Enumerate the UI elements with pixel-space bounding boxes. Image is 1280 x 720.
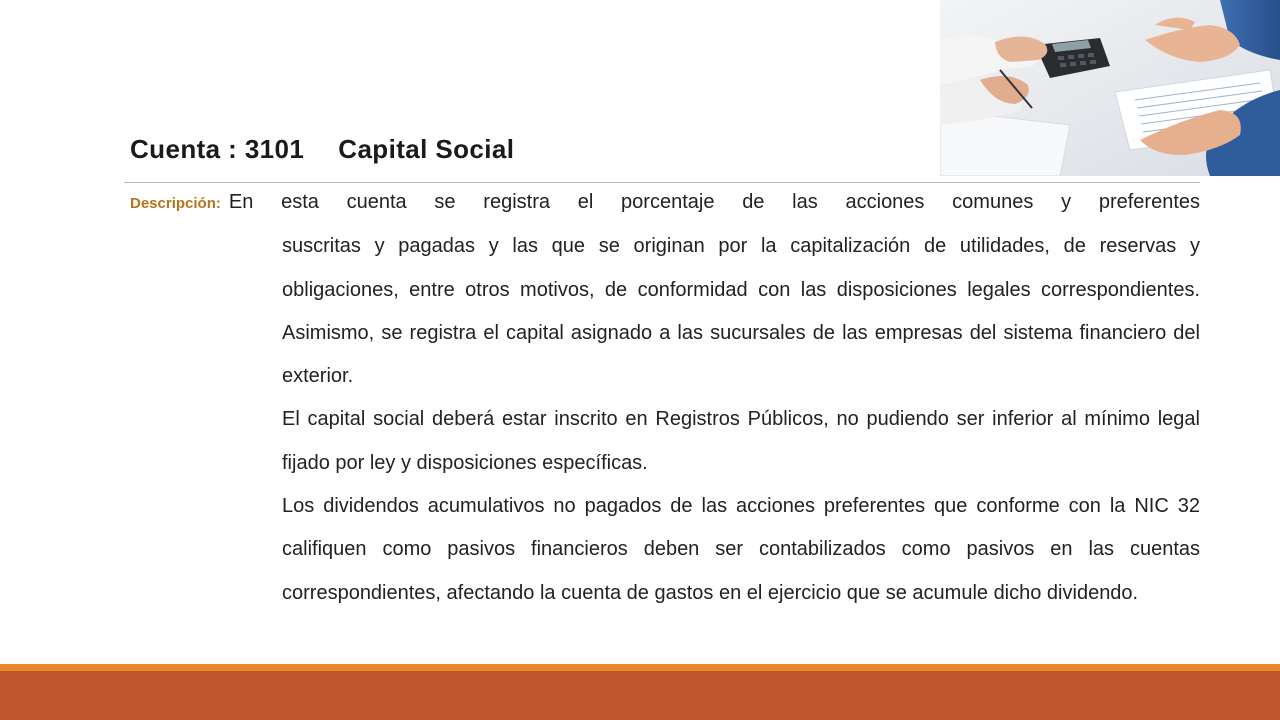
account-number: Cuenta : 3101 — [130, 134, 305, 164]
footer-accent-bar — [0, 664, 1280, 671]
description-first-rest: suscritas y pagadas y las que se originan por la capitalización de utilidades, de reservas y obligaciones, entre otros motivos, de conformidad con las disposiciones legales correspondientes. Asimismo, se registra el capital asignado a las sucursales de las empresas del sistema financiero del exterior. — [282, 235, 1200, 388]
description-first-line — [130, 181, 1200, 225]
page-title — [130, 134, 514, 165]
description-first-text: En esta cuenta se registra el porcentaje de las acciones comunes y preferentes — [228, 191, 1200, 213]
description-paragraph-3: Los dividendos acumulativos no pagados de las acciones preferentes que conforme con la NIC 32 califiquen como pasivos financieros deben ser contabilizados como pasivos en las cuentas correspondientes, afectando la cuenta de gastos en el ejercicio que se acumule dicho dividendo. — [282, 495, 1200, 604]
account-name: Capital Social — [338, 134, 515, 164]
description-block — [130, 181, 1200, 615]
description-paragraph-1 — [130, 181, 1200, 398]
business-meeting-photo — [940, 0, 1280, 176]
description-label: Descripción: — [130, 195, 221, 212]
footer-bar — [0, 671, 1280, 720]
description-paragraph-2: El capital social deberá estar inscrito en Registros Públicos, no pudiendo ser inferior al mínimo legal fijado por ley y disposiciones específicas. — [282, 408, 1200, 474]
